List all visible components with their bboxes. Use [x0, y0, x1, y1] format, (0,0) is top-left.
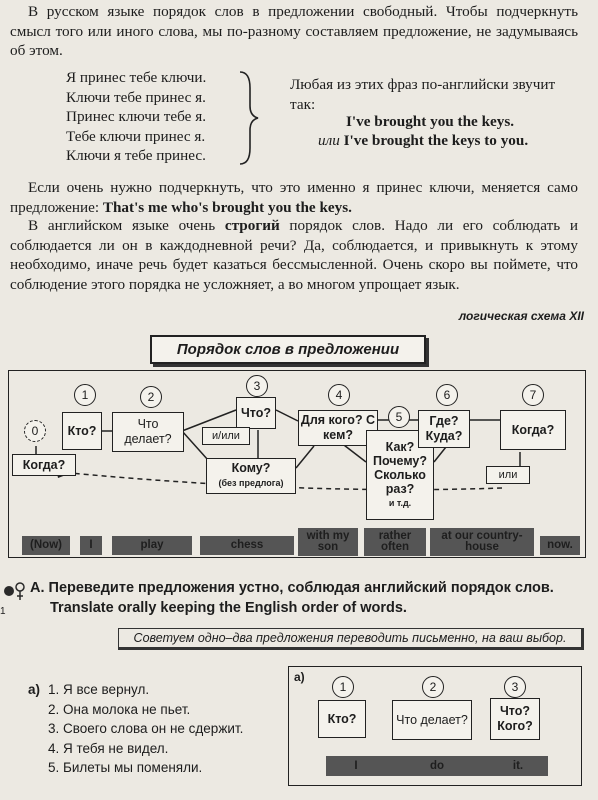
mini-box-does: Что делает?: [392, 700, 472, 740]
bar-text-4: with my son: [306, 530, 350, 553]
example-5: Ключи я тебе принес.: [66, 147, 206, 164]
list-item: 1. Я все вернул.: [48, 682, 150, 697]
whom-note: (без предлога): [218, 478, 284, 488]
task-marker-icon: [2, 580, 28, 602]
task-title-en: Translate orally keeping the English order of words.: [50, 600, 407, 616]
english-note: Любая из этих фраз по-английски звучит так:: [290, 76, 556, 113]
mini-scheme-label: а): [294, 670, 305, 684]
circle-5: 5: [388, 406, 410, 428]
mini-circle-3: 3: [504, 676, 526, 698]
example-2: Ключи тебе принес я.: [66, 88, 206, 106]
bar-verb: [112, 536, 192, 555]
mini-bar-object: [488, 756, 548, 776]
strict-text-pre: В английском языке очень: [28, 217, 225, 234]
strict-word: строгий: [224, 217, 280, 234]
margin-number: 1: [0, 606, 6, 617]
bar-how: [364, 528, 426, 556]
emphasis-example: That's me who's brought you the keys.: [102, 198, 352, 216]
mini-bar-subject: [326, 756, 386, 776]
scheme-label: логическая схема XII: [458, 309, 584, 323]
scheme-title: Порядок слов в предложении: [150, 335, 426, 364]
mini-circle-2: 2: [422, 676, 444, 698]
list-item: 3. Своего слова он не сдержит.: [48, 721, 244, 736]
mini-bar-verb: [386, 756, 488, 776]
mini-box-what: Что? Кого?: [490, 698, 540, 740]
box-does: Что делает?: [112, 412, 184, 452]
bar-text-5: rather often: [378, 530, 412, 553]
bar-text-6: at our country-house: [441, 530, 523, 553]
bar-text-1: I: [89, 539, 93, 551]
mini-bar-text-2: it.: [512, 759, 524, 772]
box-or: или: [486, 466, 530, 484]
bar-with-whom: [298, 528, 358, 556]
example-1: Я принес тебе ключи.: [66, 69, 207, 86]
english-variant-1: I've brought you the keys.: [346, 113, 515, 130]
circle-4: 4: [328, 384, 350, 406]
exercise-list: [48, 680, 243, 778]
circle-7: 7: [522, 384, 544, 406]
box-whom: [206, 458, 296, 494]
mini-circle-1: 1: [332, 676, 354, 698]
box-when-0: Когда?: [12, 454, 76, 476]
circle-3: 3: [246, 375, 268, 397]
mini-bar-text-1: do: [429, 759, 445, 772]
task-title-ru: А. Переведите предложения устно, соблюдая английский порядок слов.: [30, 580, 554, 596]
intro-paragraph: В русском языке порядок слов в предложении свободный. Чтобы подчеркнуть смысл того или иного слова, мы по-разному составляем предложение, не задумываясь об этом.: [10, 3, 578, 59]
example-4: Тебе ключи принес я.: [66, 127, 206, 145]
list-item: 5. Билеты мы поменяли.: [48, 760, 203, 775]
box-who: Кто?: [62, 412, 102, 450]
circle-0: 0: [24, 420, 46, 442]
exercise-letter: а): [28, 682, 41, 697]
english-variant-2-text: I've brought the keys to you.: [343, 132, 529, 149]
bar-now-0: [22, 536, 70, 555]
bar-object: [200, 536, 294, 555]
mini-bar-text-0: I: [354, 759, 358, 772]
bar-text-7: now.: [547, 539, 573, 551]
circle-2: 2: [140, 386, 162, 408]
list-item: 2. Она молока не пьет.: [48, 701, 191, 717]
whom-label: Кому?: [231, 461, 271, 475]
or-word: или: [318, 132, 340, 149]
how-label: Как? Почему? Сколько раз?: [372, 440, 428, 496]
bar-text-2: play: [140, 539, 164, 551]
list-item: 4. Я тебя не видел.: [48, 740, 169, 756]
box-where: Где? Куда?: [418, 410, 470, 448]
box-when: Когда?: [500, 410, 566, 450]
strict-text-post: порядок слов. Надо ли его соблюдать и соблюдается ли он в каждодневной речи? Да, соблюдается, и привыкнуть к этому необходимо, иначе речь будет казаться бессмысленной. Очень скоро вы поймете, что соблюдение этого порядка не усложняет, а во многом упрощает язык.: [10, 217, 578, 293]
emphasis-text: Если очень нужно подчеркнуть, что это именно я принес ключи, меняется само предложение:: [10, 179, 578, 216]
example-3: Принес ключи тебе я.: [66, 108, 206, 125]
box-andor: и/или: [202, 427, 250, 445]
how-etc: и т.д.: [388, 498, 412, 508]
circle-6: 6: [436, 384, 458, 406]
bar-where: [430, 528, 534, 556]
box-what: Что?: [236, 397, 276, 429]
bar-text-0: (Now): [30, 539, 62, 551]
circle-1: 1: [74, 384, 96, 406]
bar-subject: [80, 536, 102, 555]
box-forwhom: Для кого? С кем?: [298, 410, 378, 446]
bar-text-3: chess: [230, 539, 264, 551]
advice-banner: Советуем одно–два предложения переводить письменно, на ваш выбор.: [118, 628, 584, 650]
mini-box-who: Кто?: [318, 700, 366, 738]
bar-when: [540, 536, 580, 555]
